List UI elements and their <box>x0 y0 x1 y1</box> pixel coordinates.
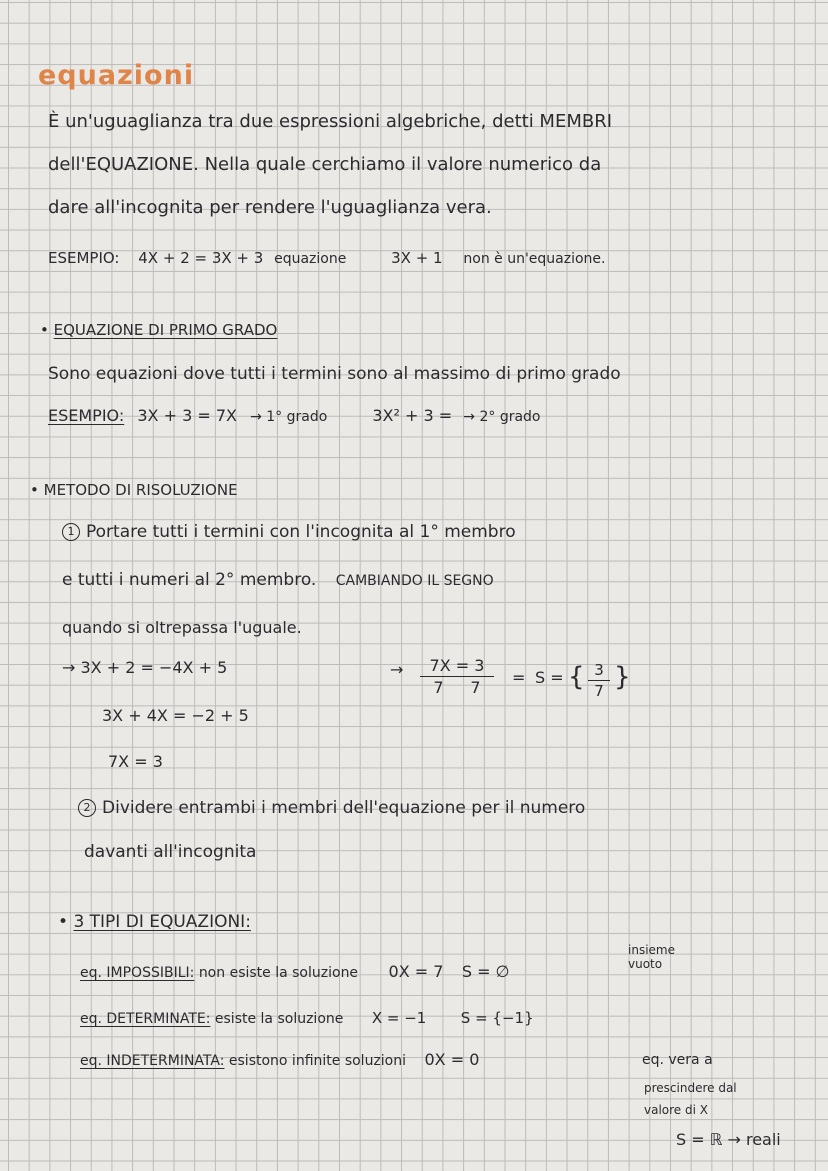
worked-line-1: → 3X + 2 = −4X + 5 <box>62 658 228 677</box>
example-equation: 4X + 2 = 3X + 3 <box>138 249 264 267</box>
type-impossible-row <box>80 962 510 983</box>
first-degree-examples <box>48 406 541 427</box>
section-method-heading <box>30 480 238 500</box>
intro-example <box>48 248 606 269</box>
intro-line-2: dell'EQUAZIONE. Nella quale cerchiamo il valore numerico da <box>48 154 602 175</box>
fraction-equals: = <box>512 668 526 687</box>
bullet-icon: • <box>30 481 39 499</box>
step-1-text: Portare tutti i termini con l'incognita al 1° membro <box>86 522 516 542</box>
first-degree-example-1: 3X + 3 = 7X <box>137 406 237 425</box>
solution-numerator: 3 <box>594 661 604 679</box>
method-heading-text: METODO DI RISOLUZIONE <box>43 481 238 499</box>
solution-label: S = <box>535 668 564 687</box>
indeterminate-note-1: eq. vera a <box>642 1052 713 1068</box>
method-step-1-line-2 <box>62 570 494 591</box>
impossible-text: non esiste la soluzione <box>198 965 359 981</box>
page-title: equazioni <box>38 60 195 91</box>
solution-brace-left-icon: { <box>568 662 585 692</box>
impossible-label: eq. IMPOSSIBILI: <box>80 965 195 981</box>
worked-line-3: 7X = 3 <box>108 752 163 771</box>
type-determinate-row <box>80 1008 534 1029</box>
method-step-1-line-3: quando si oltrepassa l'uguale. <box>62 618 302 637</box>
example-equation-note: equazione <box>274 251 347 267</box>
step-1-number-icon: 1 <box>62 523 80 541</box>
intro-line-3: dare all'incognita per rendere l'uguaglianza vera. <box>48 197 492 218</box>
determinate-text: esiste la soluzione <box>214 1011 344 1027</box>
solution-denominator: 7 <box>594 682 604 700</box>
example-label: ESEMPIO: <box>48 249 120 267</box>
method-step-2-line-2: davanti all'incognita <box>84 842 257 862</box>
first-degree-heading-text: EQUAZIONE DI PRIMO GRADO <box>53 321 278 339</box>
denominator-right: 7 <box>470 678 481 697</box>
indeterminate-text: esistono infinite soluzioni <box>228 1053 407 1069</box>
indeterminate-note-3: valore di X <box>644 1103 708 1117</box>
determinate-solution-set: S = {−1} <box>460 1009 534 1027</box>
method-step-1-line-1 <box>62 522 516 542</box>
impossible-solution-set: S = ∅ <box>461 962 510 981</box>
indeterminate-note-2: prescindere dal <box>644 1081 737 1095</box>
type-indeterminate-row <box>80 1050 479 1071</box>
bullet-icon: • <box>40 321 49 339</box>
fraction-bar <box>420 676 494 677</box>
first-degree-example-1-result: → 1° grado <box>250 409 328 425</box>
method-step-2-line-1 <box>78 798 585 818</box>
determinate-label: eq. DETERMINATE: <box>80 1011 211 1027</box>
division-fraction <box>420 656 494 697</box>
example-non-equation: 3X + 1 <box>391 249 443 267</box>
intro-line-1: È un'uguaglianza tra due espressioni algebriche, detti MEMBRI <box>48 111 613 132</box>
indeterminate-solution-set: S = ℝ → reali <box>676 1130 781 1149</box>
worked-line-2: 3X + 4X = −2 + 5 <box>102 706 249 725</box>
step-1-line-2a: e tutti i numeri al 2° membro. <box>62 570 317 590</box>
types-heading-text: 3 TIPI DI EQUAZIONI: <box>73 912 251 932</box>
denominator-left: 7 <box>433 678 444 697</box>
empty-set-note-1: insieme <box>628 943 675 957</box>
step-2-text: Dividere entrambi i membri dell'equazione per il numero <box>102 798 586 818</box>
step-2-number-icon: 2 <box>78 799 96 817</box>
step-1-line-2b: CAMBIANDO IL SEGNO <box>335 573 494 589</box>
impossible-example: 0X = 7 <box>388 962 444 981</box>
example-non-equation-note: non è un'equazione. <box>463 251 606 267</box>
first-degree-example-2: 3X² + 3 = <box>372 406 453 425</box>
indeterminate-label: eq. INDETERMINATA: <box>80 1053 225 1069</box>
fraction-arrow: → <box>390 660 404 679</box>
first-degree-definition: Sono equazioni dove tutti i termini sono al massimo di primo grado <box>48 364 621 384</box>
fraction-denominators <box>420 678 494 697</box>
section-first-degree-heading <box>40 320 277 340</box>
indeterminate-example: 0X = 0 <box>424 1050 480 1069</box>
fraction-numerator: 7X = 3 <box>429 656 485 675</box>
empty-set-note-2: vuoto <box>628 957 663 971</box>
bullet-icon: • <box>58 912 69 932</box>
section-types-heading <box>58 912 251 932</box>
solution-fraction <box>588 661 610 700</box>
first-degree-example-label: ESEMPIO: <box>48 406 125 425</box>
determinate-example: X = −1 <box>371 1009 427 1027</box>
first-degree-example-2-result: → 2° grado <box>463 409 541 425</box>
solution-fraction-bar <box>588 680 610 681</box>
solution-brace-right-icon: } <box>614 662 631 692</box>
